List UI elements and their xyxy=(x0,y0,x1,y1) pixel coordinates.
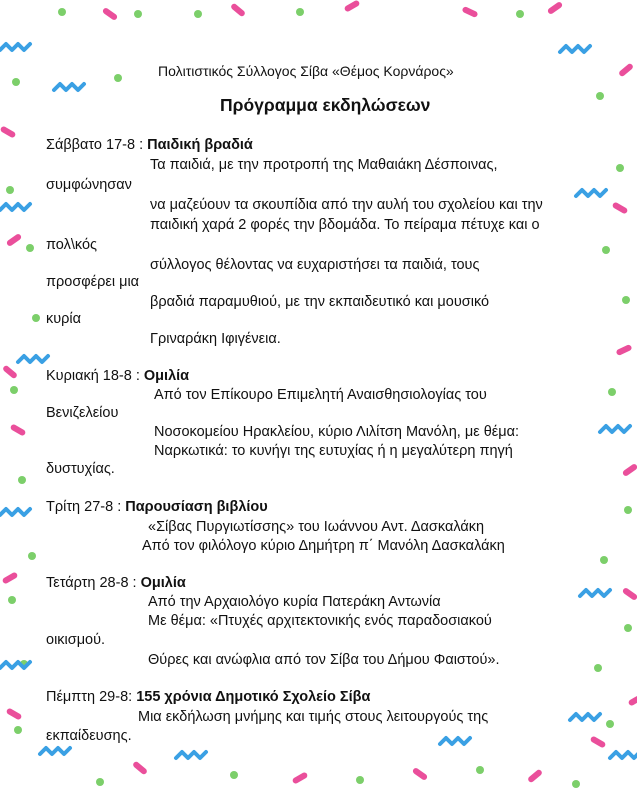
event-name: 155 χρόνια Δημοτικό Σχολείο Σίβα xyxy=(136,689,371,705)
event-heading xyxy=(46,688,370,706)
event-line: Από τον φιλόλογο κύριο Δημήτρη π΄ Μανόλη Δασκαλάκη xyxy=(142,538,505,554)
event-line: πολ\κός xyxy=(46,237,97,253)
event-line: «Σίβας Πυργιωτίσσης» του Ιωάννου Αντ. Δασκαλάκη xyxy=(148,519,485,535)
event-line: Μια εκδήλωση μνήμης και τιμής στους λειτουργούς της xyxy=(138,709,489,725)
event-heading xyxy=(46,498,268,516)
event-line: βραδιά παραμυθιού, με την εκπαιδευτικό και μουσικό xyxy=(150,294,490,310)
event-day: Κυριακή 18-8 : xyxy=(46,368,144,384)
event-line: οικισμού. xyxy=(46,632,106,648)
association-name: Πολιτιστικός Σύλλογος Σίβα «Θέμος Κορνάρος» xyxy=(158,63,454,79)
event-line: προσφέρει μια xyxy=(46,274,140,290)
event-line: κυρία xyxy=(46,311,82,327)
event-line: Θύρες και ανώφλια από τον Σίβα του Δήμου Φαιστού». xyxy=(148,652,500,668)
event-heading xyxy=(46,367,189,385)
event-day: Σάββατο 17-8 : xyxy=(46,137,148,153)
event-day: Πέμπτη 29-8: xyxy=(46,689,137,705)
event-line: Γριναράκη Ιφιγένεια. xyxy=(150,331,281,347)
event-line: Με θέμα: «Πτυχές αρχιτεκτονικής ενός παραδοσιακού xyxy=(148,613,492,629)
event-line: Νοσοκομείου Ηρακλείου, κύριο Λιλίτση Μανόλη, με θέμα: xyxy=(154,424,519,440)
event-line: Τα παιδιά, με την προτροπή της Μαθαιάκη Δέσποινας, xyxy=(150,157,498,173)
event-line: σύλλογος θέλοντας να ευχαριστήσει τα παιδιά, τους xyxy=(150,257,480,273)
event-line: συμφώνησαν xyxy=(46,177,132,193)
event-line: εκπαίδευσης. xyxy=(46,728,132,744)
event-line: να μαζεύουν τα σκουπίδια από την αυλή του σχολείου και την xyxy=(150,197,543,213)
event-name: Παρουσίαση βιβλίου xyxy=(125,499,268,515)
event-line: Από τον Επίκουρο Επιμελητή Αναισθησιολογίας του xyxy=(154,387,487,403)
event-line: Βενιζελείου xyxy=(46,405,119,421)
event-heading xyxy=(46,136,253,154)
event-name: Παιδική βραδιά xyxy=(147,137,253,153)
event-line: δυστυχίας. xyxy=(46,461,115,477)
event-name: Ομιλία xyxy=(140,575,186,591)
event-line: Ναρκωτικά: το κυνήγι της ευτυχίας ή η μεγαλύτερη πηγή xyxy=(154,443,513,459)
event-day: Τρίτη 27-8 : xyxy=(46,499,126,515)
event-name: Ομιλία xyxy=(143,368,190,384)
event-heading xyxy=(46,574,186,592)
event-line: Από την Αρχαιολόγο κυρία Πατεράκη Αντωνία xyxy=(148,594,441,610)
event-line: παιδική χαρά 2 φορές την βδομάδα. Το πείραμα πέτυχε και ο xyxy=(150,217,540,233)
event-day: Τετάρτη 28-8 : xyxy=(46,575,141,591)
program-title: Πρόγραμμα εκδηλώσεων xyxy=(220,95,431,115)
